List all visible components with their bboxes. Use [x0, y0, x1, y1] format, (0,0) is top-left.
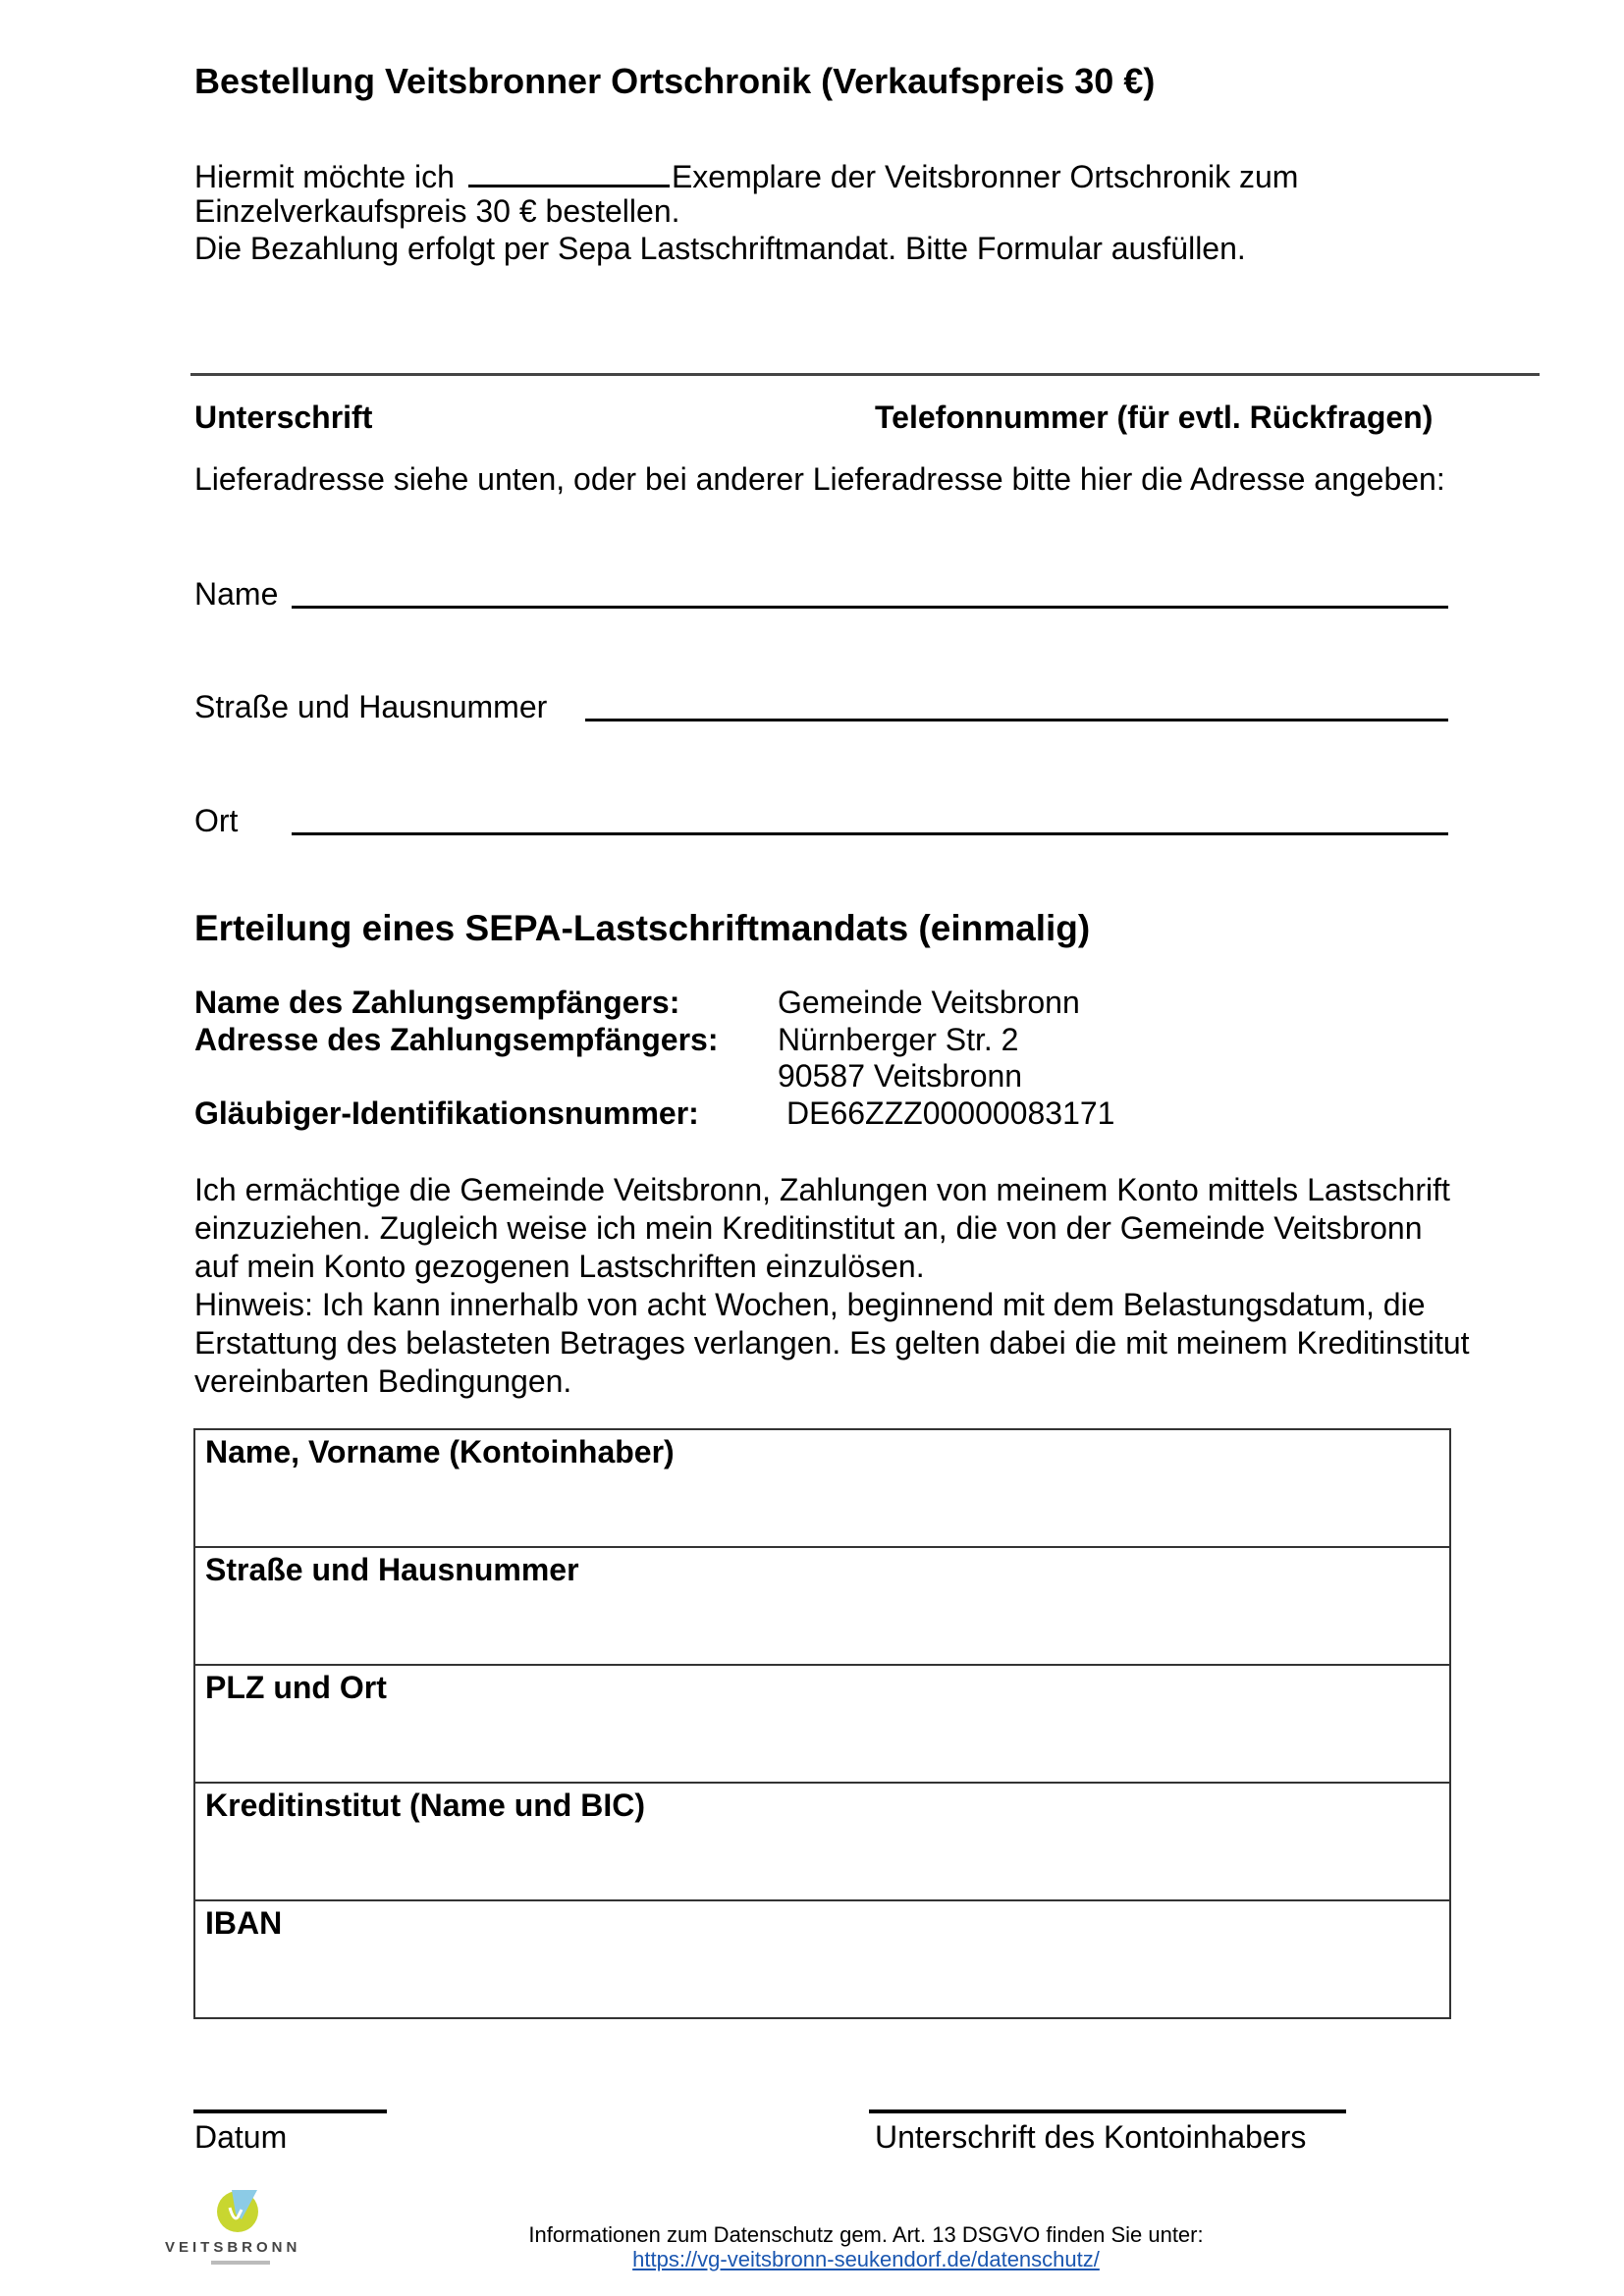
delivery-street-label: Straße und Hausnummer [194, 689, 548, 724]
privacy-text: Informationen zum Datenschutz gem. Art. 13 DSGVO finden Sie unter: [528, 2222, 1204, 2247]
delivery-name-label: Name [194, 576, 279, 612]
mandate-line: Hinweis: Ich kann innerhalb von acht Wochen, beginnend mit dem Belastungsdatum, die [194, 1287, 1426, 1322]
delivery-city-field[interactable] [292, 832, 1448, 835]
mandate-line: auf mein Konto gezogenen Lastschriften einzulösen. [194, 1249, 925, 1284]
payee-address-label: Adresse des Zahlungsempfängers: [194, 1022, 719, 1057]
date-field[interactable] [193, 2109, 387, 2113]
sepa-title: Erteilung eines SEPA-Lastschriftmandats (einmalig) [194, 908, 1091, 948]
payee-address-line2: 90587 Veitsbronn [778, 1058, 1023, 1094]
bank-name-bic-label: Kreditinstitut (Name und BIC) [205, 1788, 645, 1823]
mandate-line: Erstattung des belasteten Betrages verlangen. Es gelten dabei die mit meinem Kreditinstitut [194, 1325, 1470, 1361]
account-zip-city-label: PLZ und Ort [205, 1670, 387, 1705]
iban-label: IBAN [205, 1905, 283, 1941]
delivery-city-label: Ort [194, 803, 239, 838]
delivery-name-field[interactable] [292, 606, 1448, 609]
table-row [194, 1783, 1450, 1900]
payee-address-line1: Nürnberger Str. 2 [778, 1022, 1019, 1057]
order-title: Bestellung Veitsbronner Ortschronik (Verkaufspreis 30 €) [194, 61, 1156, 101]
creditor-id-value: DE66ZZZ00000083171 [786, 1095, 1115, 1131]
privacy-link[interactable]: https://vg-veitsbronn-seukendorf.de/datenschutz/ [632, 2247, 1100, 2271]
table-row [194, 1547, 1450, 1665]
account-zip-city-field[interactable] [194, 1665, 1450, 1783]
veitsbronn-logo-icon [208, 2184, 267, 2235]
logo-wordmark: VEITSBRONN [165, 2239, 301, 2256]
bank-name-bic-field[interactable] [194, 1783, 1450, 1900]
account-holder-name-field[interactable] [194, 1429, 1450, 1547]
order-line-2: Einzelverkaufspreis 30 € bestellen. [194, 193, 680, 229]
table-row [194, 1665, 1450, 1783]
signature-rule[interactable] [190, 373, 1540, 376]
delivery-street-field[interactable] [585, 719, 1448, 721]
account-holder-signature-label: Unterschrift des Kontoinhabers [875, 2119, 1307, 2155]
phone-label: Telefonnummer (für evtl. Rückfragen) [875, 400, 1434, 435]
mandate-line: Ich ermächtige die Gemeinde Veitsbronn, Zahlungen von meinem Konto mittels Lastschrift [194, 1172, 1450, 1207]
delivery-note: Lieferadresse siehe unten, oder bei anderer Lieferadresse bitte hier die Adresse angeben: [194, 461, 1445, 497]
mandate-paragraph [194, 1171, 1470, 1401]
order-line-1 [194, 155, 1298, 195]
signature-label: Unterschrift [194, 400, 373, 435]
logo-subtitle [211, 2261, 270, 2265]
privacy-footer [473, 2222, 1259, 2271]
account-street-field[interactable] [194, 1547, 1450, 1665]
date-label: Datum [194, 2119, 288, 2155]
account-holder-signature-field[interactable] [869, 2109, 1346, 2113]
veitsbronn-logo [157, 2184, 314, 2282]
table-row [194, 1429, 1450, 1547]
account-details-table [193, 1428, 1451, 2019]
order-line-3: Die Bezahlung erfolgt per Sepa Lastschriftmandat. Bitte Formular ausfüllen. [194, 231, 1246, 266]
payee-name-label: Name des Zahlungsempfängers: [194, 985, 680, 1020]
iban-field[interactable] [194, 1900, 1450, 2018]
quantity-field[interactable] [468, 155, 670, 187]
creditor-id-label: Gläubiger-Identifikationsnummer: [194, 1095, 699, 1131]
account-holder-name-label: Name, Vorname (Kontoinhaber) [205, 1434, 675, 1469]
payee-name-value: Gemeinde Veitsbronn [778, 985, 1080, 1020]
order-line-1-suffix: Exemplare der Veitsbronner Ortschronik zum [671, 159, 1299, 194]
account-street-label: Straße und Hausnummer [205, 1552, 579, 1587]
table-row [194, 1900, 1450, 2018]
mandate-line: vereinbarten Bedingungen. [194, 1363, 572, 1399]
mandate-line: einzuziehen. Zugleich weise ich mein Kreditinstitut an, die von der Gemeinde Veitsbronn [194, 1210, 1423, 1246]
order-line-1-prefix: Hiermit möchte ich [194, 159, 455, 194]
